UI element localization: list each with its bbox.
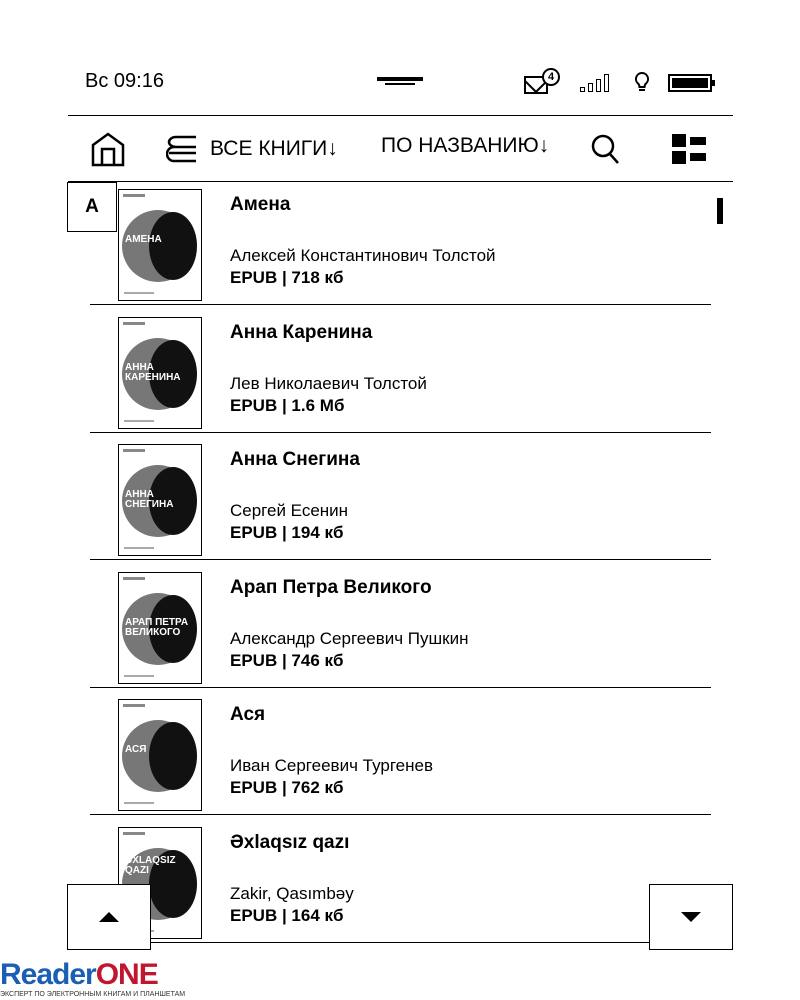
cover-title: АСЯ xyxy=(125,744,147,755)
book-cover xyxy=(118,444,202,556)
book-list-item[interactable] xyxy=(90,306,711,433)
book-author: Сергей Есенин xyxy=(230,501,349,520)
all-books-label: ВСЕ КНИГИ↓ xyxy=(210,137,338,160)
book-author: Иван Сергеевич Тургенев xyxy=(230,756,434,775)
watermark-tagline: ЭКСПЕРТ ПО ЭЛЕКТРОННЫМ КНИГАМ И ПЛАНШЕТАМ xyxy=(0,991,186,998)
cover-title: ƏXLAQSIZ QAZI xyxy=(125,854,176,876)
book-title: Əxlaqsız qazı xyxy=(230,831,350,853)
sort-dropdown[interactable] xyxy=(381,134,549,158)
book-cover xyxy=(118,189,202,301)
books-stack-icon xyxy=(166,134,200,164)
notification-badge: 4 xyxy=(542,68,560,86)
book-title: Арап Петра Великого xyxy=(230,576,432,598)
logo-part-a: Reader xyxy=(0,958,96,991)
triangle-up-icon xyxy=(99,912,119,922)
book-cover xyxy=(118,572,202,684)
book-author: Лев Николаевич Толстой xyxy=(230,373,427,393)
watermark-logo xyxy=(0,960,158,990)
wifi-signal-icon xyxy=(580,74,609,92)
book-title: Ася xyxy=(230,704,266,725)
letter-index[interactable]: А xyxy=(67,182,117,232)
cover-title: АРАП ПЕТРА ВЕЛИКОГО xyxy=(125,616,189,638)
view-mode-icon[interactable] xyxy=(672,134,706,164)
cover-title: АННА СНЕГИНА xyxy=(125,489,174,510)
book-list-item[interactable] xyxy=(90,688,711,815)
book-cover xyxy=(118,317,202,429)
book-author: Александр Сергеевич Пушкин xyxy=(230,628,469,648)
book-list-item[interactable] xyxy=(90,178,711,305)
scrollbar[interactable] xyxy=(717,198,723,224)
page-down-button[interactable] xyxy=(649,884,733,950)
clock: Вс 09:16 xyxy=(85,70,164,92)
cover-title: АМЕНА xyxy=(125,234,162,245)
battery-icon xyxy=(668,74,712,92)
triangle-down-icon xyxy=(681,912,701,922)
sort-label: ПО НАЗВАНИЮ↓ xyxy=(381,134,550,157)
book-title: Анна Снегина xyxy=(230,449,360,470)
frontlight-icon[interactable] xyxy=(634,72,650,92)
book-author: Zakir, Qasımbəy xyxy=(230,883,354,903)
pull-down-handle[interactable] xyxy=(377,77,423,81)
logo-part-b: ONE xyxy=(95,958,158,991)
book-title: Амена xyxy=(230,194,291,215)
page-up-button[interactable] xyxy=(67,884,151,950)
book-list-item[interactable] xyxy=(90,561,711,688)
book-author: Алексей Константинович Толстой xyxy=(230,246,496,265)
home-icon[interactable] xyxy=(90,131,126,167)
book-list-item[interactable] xyxy=(90,433,711,560)
book-format-size: EPUB | 718 кб xyxy=(230,268,344,287)
all-books-dropdown[interactable] xyxy=(166,134,338,164)
divider xyxy=(68,115,733,116)
book-format-size: EPUB | 746 кб xyxy=(230,650,344,670)
book-cover xyxy=(118,699,202,811)
book-format-size: EPUB | 194 кб xyxy=(230,523,344,542)
book-title: Анна Каренина xyxy=(230,321,373,343)
book-format-size: EPUB | 164 кб xyxy=(230,905,344,925)
book-format-size: EPUB | 762 кб xyxy=(230,778,344,797)
book-list-item[interactable] xyxy=(90,816,711,943)
search-icon[interactable] xyxy=(590,133,622,165)
cover-title: АННА КАРЕНИНА xyxy=(125,361,181,383)
book-format-size: EPUB | 1.6 Мб xyxy=(230,395,345,415)
